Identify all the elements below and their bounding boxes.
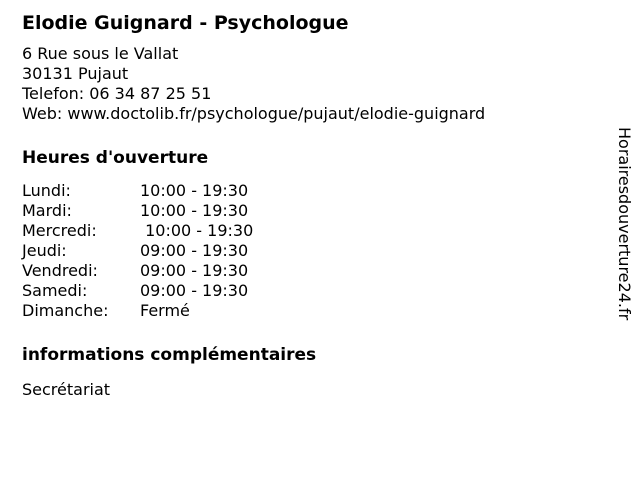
phone-value: 06 34 87 25 51 — [89, 84, 212, 103]
time-value: 10:00 - 19:30 — [140, 181, 249, 200]
time-value: 10:00 - 19:30 — [140, 221, 254, 240]
phone-label: Telefon: — [22, 84, 85, 103]
contact-block — [22, 44, 592, 124]
web-label: Web: — [22, 104, 63, 123]
hours-heading: Heures d'ouverture — [22, 148, 209, 168]
hours-row — [22, 241, 592, 261]
day-label: Mercredi: — [22, 221, 97, 240]
time-value: 09:00 - 19:30 — [140, 261, 249, 280]
day-label: Vendredi: — [22, 261, 98, 280]
time-value: 10:00 - 19:30 — [140, 201, 249, 220]
branding-vertical-text: Horairesdouverture24.fr — [615, 127, 634, 321]
hours-row — [22, 201, 592, 221]
web-line — [22, 104, 592, 124]
extra-info-text: Secrétariat — [22, 380, 111, 399]
time-value: Fermé — [140, 301, 190, 320]
main-content — [22, 0, 592, 400]
hours-row — [22, 181, 592, 201]
web-url: www.doctolib.fr/psychologue/pujaut/elodie-guignard — [67, 104, 486, 123]
extra-info-heading: informations complémentaires — [22, 345, 317, 365]
address-line-2: 30131 Pujaut — [22, 64, 129, 83]
hours-row — [22, 221, 592, 241]
day-label: Mardi: — [22, 201, 72, 220]
address-line-1: 6 Rue sous le Vallat — [22, 44, 179, 63]
time-value: 09:00 - 19:30 — [140, 281, 249, 300]
business-title: Elodie Guignard - Psychologue — [22, 12, 349, 34]
hours-row — [22, 301, 592, 321]
day-label: Jeudi: — [22, 241, 67, 260]
day-label: Samedi: — [22, 281, 88, 300]
day-label: Dimanche: — [22, 301, 109, 320]
phone-line — [22, 84, 592, 104]
hours-table — [22, 181, 592, 321]
time-value: 09:00 - 19:30 — [140, 241, 249, 260]
hours-row — [22, 261, 592, 281]
hours-row — [22, 281, 592, 301]
day-label: Lundi: — [22, 181, 71, 200]
